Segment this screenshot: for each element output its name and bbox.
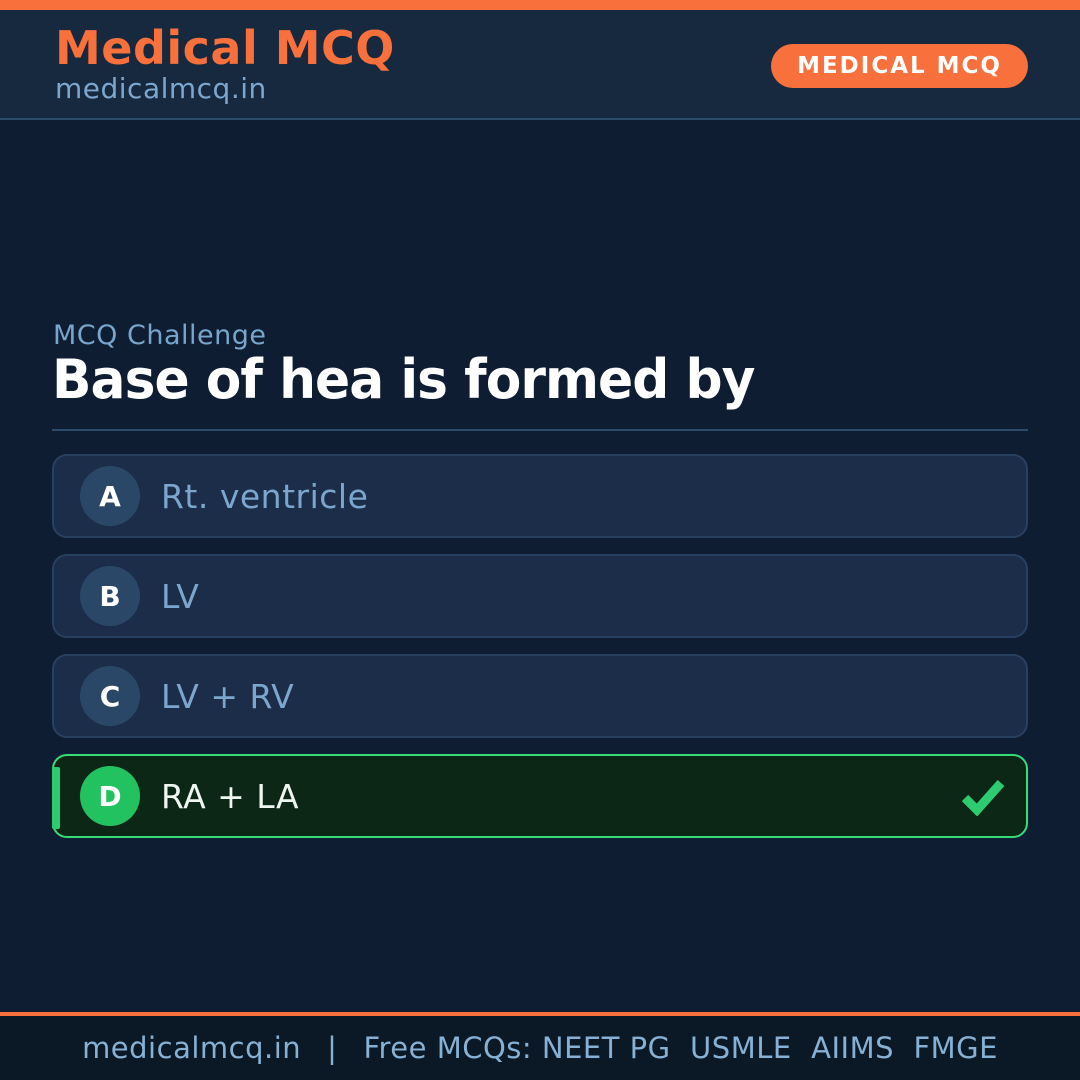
brand-subtitle: medicalmcq.in [55,72,267,105]
option-letter-badge: D [80,766,140,826]
options-list [52,454,1028,838]
option-row-d[interactable] [52,754,1028,838]
option-label: LV [161,576,200,616]
header [0,10,1080,120]
divider [52,429,1028,431]
question-title: Base of hea is formed by [52,348,755,411]
option-row-c[interactable] [52,654,1028,738]
footer-separator: | [327,1031,338,1065]
brand-title: Medical MCQ [55,21,395,75]
option-row-b[interactable] [52,554,1028,638]
option-letter-badge: A [80,466,140,526]
option-row-a[interactable] [52,454,1028,538]
option-label: RA + LA [161,776,300,816]
top-accent-bar [0,0,1080,10]
brand-badge: MEDICAL MCQ [771,44,1028,88]
footer-site: medicalmcq.in [82,1031,302,1065]
quiz-label: MCQ Challenge [53,320,267,351]
check-icon [960,776,1006,816]
option-label: Rt. ventricle [161,476,369,516]
footer-tagline: Free MCQs: NEET PG USMLE AIIMS FMGE [363,1031,998,1065]
option-letter-badge: B [80,566,140,626]
option-letter-badge: C [80,666,140,726]
option-label: LV + RV [161,676,295,716]
footer [0,1016,1080,1080]
